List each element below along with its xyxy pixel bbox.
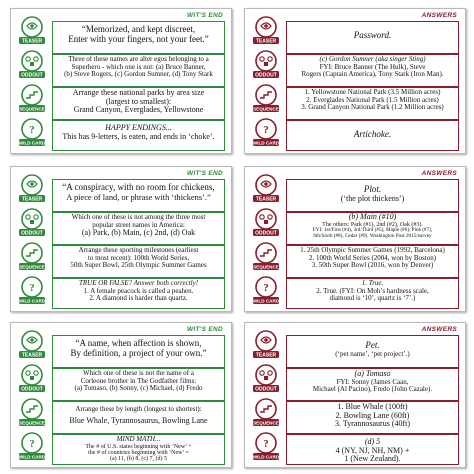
sequence-question: Arrange these sporting milestones (earliest to most recent): 100th World Series, 50th Super Bowl, 25th Olympic Summer Games: [52, 245, 225, 278]
teaser-icon: [250, 15, 282, 46]
svg-text:TEASER: TEASER: [21, 38, 43, 45]
svg-text:SEQUENCE: SEQUENCE: [19, 264, 45, 270]
svg-text:SEQUENCE: SEQUENCE: [253, 106, 279, 112]
answer-card-2: [244, 166, 466, 312]
question-card-header: WIT'S END: [186, 170, 223, 177]
svg-text:?: ?: [263, 438, 269, 450]
wild-card-icon: [250, 117, 282, 148]
category-rail: [16, 15, 48, 149]
sequence-icon: [250, 83, 282, 114]
teaser-icon: [16, 329, 48, 360]
wild-card-question: TRUE OR FALSE? Answer both correctly! 1. A female peacock is called a peahen. 2. A diamond is harder than quartz.: [52, 278, 225, 309]
svg-text:?: ?: [29, 438, 35, 450]
svg-text:?: ?: [29, 282, 35, 294]
category-rail: [16, 173, 48, 307]
question-card-header: WIT'S END: [186, 326, 223, 333]
wild-card-icon: [250, 431, 282, 462]
svg-text:WILD CARD: WILD CARD: [18, 298, 46, 304]
wild-card-icon: [250, 275, 282, 306]
teaser-icon: [16, 173, 48, 204]
oddout-icon: [250, 363, 282, 394]
teaser-icon: [16, 15, 48, 46]
category-rail: [16, 329, 48, 463]
oddout-icon: [250, 49, 282, 80]
svg-text:TEASER: TEASER: [255, 352, 277, 359]
svg-text:ODDOUT: ODDOUT: [21, 386, 43, 393]
teaser-question: “A conspiracy, with no room for chickens, A piece of land, or phrase with ‘thickens’.”: [52, 179, 225, 212]
question-card-3: [10, 322, 232, 468]
answer-card-header: ANSWERS: [421, 170, 457, 177]
teaser-icon: [250, 329, 282, 360]
oddout-icon: [250, 207, 282, 238]
svg-text:WILD CARD: WILD CARD: [18, 454, 46, 460]
svg-text:TEASER: TEASER: [21, 352, 43, 359]
wild-card-question: MIND MATH... The # of U.S. states beginning with ‘New’ + the # of countries beginning with ‘New’ = (a) 11, (b) 8, (c) 7, (d) 5: [52, 434, 225, 465]
answer-card-1: [244, 8, 466, 154]
oddout-question: Which one of these is not among the three most popular street names in America: (a) Park, (b) Main, (c) 2nd, (d) Oak: [52, 212, 225, 245]
svg-text:ODDOUT: ODDOUT: [255, 230, 277, 237]
svg-text:WILD CARD: WILD CARD: [18, 140, 46, 146]
answer-body: [286, 179, 459, 307]
svg-text:TEASER: TEASER: [255, 196, 277, 203]
svg-text:ODDOUT: ODDOUT: [255, 72, 277, 79]
sequence-icon: [250, 241, 282, 272]
svg-text:ODDOUT: ODDOUT: [21, 72, 43, 79]
wild-card-icon: [16, 117, 48, 148]
sequence-question: Arrange these by length (longest to shortest): Blue Whale, Tyrannosaurus, Bowling Lane: [52, 401, 225, 434]
oddout-question: Which one of these is not the name of a Corleone brother in The Godfather films: (a) Tomaso, (b) Sonny, (c) Michael, (d) Fredo: [52, 368, 225, 401]
svg-text:SEQUENCE: SEQUENCE: [253, 264, 279, 270]
svg-text:WILD CARD: WILD CARD: [252, 454, 280, 460]
category-rail: [250, 329, 282, 463]
wild-card-question: HAPPY ENDINGS... This has 9-letters, is eaten, and ends in ‘choke’.: [52, 120, 225, 151]
sequence-answer: 1. 25th Olympic Summer Games (1992, Barcelona) 2. 100th World Series (2004, won by Boston) 3. 50th Super Bowl (2016, won by Denver): [286, 245, 459, 278]
svg-text:?: ?: [29, 124, 35, 136]
teaser-icon: [250, 173, 282, 204]
question-card-header: WIT'S END: [186, 12, 223, 19]
question-card-2: [10, 166, 232, 312]
oddout-answer: (c) Gordon Sumner (aka singer Sting) FYI: Bruce Banner (The Hulk), Steve Rogers (Captain America), Tony Stark (Iron Man).: [286, 54, 459, 87]
svg-text:SEQUENCE: SEQUENCE: [19, 106, 45, 112]
teaser-answer: Pet. (‘pet name’, ‘pet project’.): [286, 335, 459, 368]
teaser-question: “Memorized, and kept discreet, Enter with your fingers, not your feet.”: [52, 21, 225, 54]
answer-card-header: ANSWERS: [421, 326, 457, 333]
svg-text:?: ?: [263, 124, 269, 136]
svg-text:TEASER: TEASER: [21, 196, 43, 203]
sequence-icon: [16, 83, 48, 114]
answer-card-3: [244, 322, 466, 468]
teaser-question: “A name, when affection is shown, By definition, a project of your own.”: [52, 335, 225, 368]
sequence-icon: [16, 241, 48, 272]
question-card-1: [10, 8, 232, 154]
wild-card-answer: Artichoke.: [286, 120, 459, 151]
svg-text:WILD CARD: WILD CARD: [252, 140, 280, 146]
answer-card-header: ANSWERS: [421, 12, 457, 19]
sequence-icon: [250, 397, 282, 428]
svg-text:?: ?: [263, 282, 269, 294]
svg-text:ODDOUT: ODDOUT: [255, 386, 277, 393]
question-body: [52, 335, 225, 463]
teaser-answer: Plot. (‘the plot thickens’): [286, 179, 459, 212]
oddout-question: Three of these names are alter egos belonging to a Superhero - which one is not: (a) Bruce Banner, (b) Steve Rogers, (c) Gordon Sumner, (d) Tony Stark: [52, 54, 225, 87]
wild-card-answer: (d) 5 4 (NY, NJ, NH, NM) + 1 (New Zealand).: [286, 434, 459, 465]
answer-body: [286, 335, 459, 463]
sequence-answer: 1. Yellowstone National Park (3.5 Million acres) 2. Everglades National Park (1.5 Million acres) 3. Grand Canyon National Park (1.2 Million acres): [286, 87, 459, 120]
oddout-icon: [16, 207, 48, 238]
teaser-answer: Password.: [286, 21, 459, 54]
question-body: [52, 21, 225, 149]
category-rail: [250, 173, 282, 307]
svg-text:TEASER: TEASER: [255, 38, 277, 45]
answer-body: [286, 21, 459, 149]
sequence-icon: [16, 397, 48, 428]
svg-text:WILD CARD: WILD CARD: [252, 298, 280, 304]
svg-text:ODDOUT: ODDOUT: [21, 230, 43, 237]
oddout-icon: [16, 363, 48, 394]
wild-card-answer: 1. True. 2. True. (FYI: On Moh’s hardness scale, diamond is ‘10’, quartz is ‘7’.): [286, 278, 459, 309]
svg-text:SEQUENCE: SEQUENCE: [19, 420, 45, 426]
oddout-answer: (a) Tomaso FYI: Sonny (James Caan, Michael (Al Pacino), Fredo (John Cazale).: [286, 368, 459, 401]
wild-card-icon: [16, 275, 48, 306]
svg-text:SEQUENCE: SEQUENCE: [253, 420, 279, 426]
wild-card-icon: [16, 431, 48, 462]
category-rail: [250, 15, 282, 149]
oddout-answer: (b) Main (#10) The others: Park (#1), 2nd (#2), Oak (#3). FYI: 1st/First (#4), 3rd/Third (#5), Maple (#6), Pine (#7), 6th/Sixth (#8), Cedar (#9). Washington Post 2015/survey: [286, 212, 459, 245]
oddout-icon: [16, 49, 48, 80]
question-body: [52, 179, 225, 307]
sequence-question: Arrange these national parks by area size (largest to smallest): Grand Canyon, Everglades, Yellowstone: [52, 87, 225, 120]
sequence-answer: 1. Blue Whale (100ft) 2. Bowling Lane (60ft) 3. Tyrannosaurus (40ft): [286, 401, 459, 434]
